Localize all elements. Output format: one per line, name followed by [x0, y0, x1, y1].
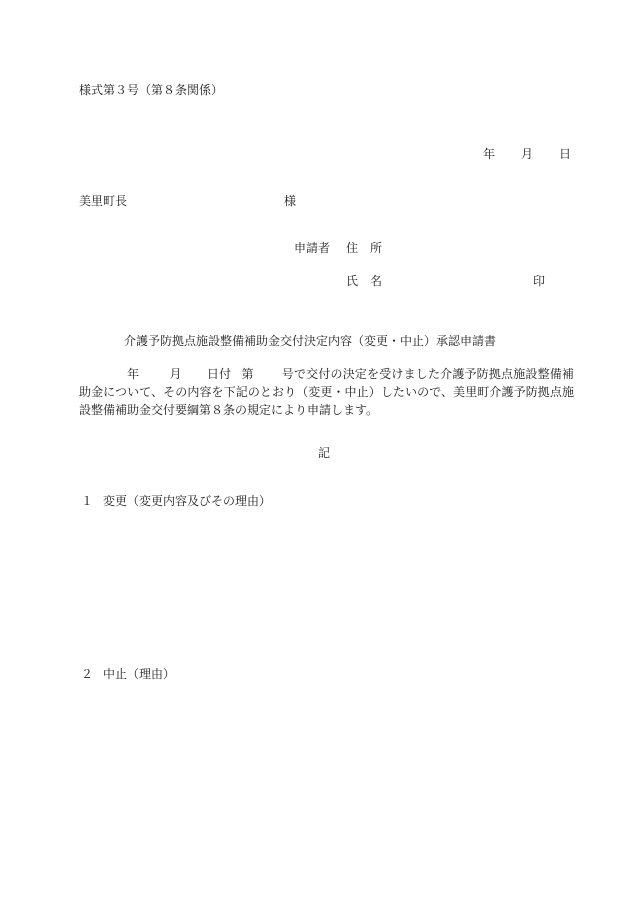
seal-mark: 印	[533, 274, 546, 288]
form-number: 様式第３号（第８条関係）	[79, 83, 224, 97]
item-2-label: 中止（理由）	[103, 667, 176, 681]
item-1-number: １	[81, 494, 94, 508]
addressee-honorific: 様	[284, 194, 297, 208]
document-title: 介護予防拠点施設整備補助金交付決定内容（変更・中止）承認申請書	[124, 334, 497, 348]
date-year: 年	[483, 147, 496, 161]
item-2	[81, 668, 175, 680]
date-month: 月	[521, 147, 534, 161]
item-2-number: ２	[81, 667, 94, 681]
body-month: 月	[169, 367, 182, 381]
body-number-prefix: 第	[241, 367, 254, 381]
applicant-address-label: 住 所	[346, 241, 383, 255]
body-text-main: 号で交付の決定を受けました介護予防拠点施設整備補助金について、その内容を下記のとおり（変更・中止）したいので、美里町介護予防拠点施設整備補助金交付要綱第８条の規定により申請します。	[79, 367, 574, 417]
addressee-name: 美里町長	[79, 194, 128, 208]
date-day: 日	[559, 147, 572, 161]
item-1	[81, 495, 271, 507]
body-text	[79, 365, 574, 419]
body-date-suffix: 日付	[206, 367, 232, 381]
applicant-name-label: 氏 名	[346, 274, 383, 288]
body-year: 年	[127, 367, 140, 381]
item-1-label: 変更（変更内容及びその理由）	[103, 494, 272, 508]
applicant-label: 申請者	[294, 241, 331, 255]
ki-heading: 記	[318, 446, 331, 460]
date-line	[483, 148, 571, 160]
